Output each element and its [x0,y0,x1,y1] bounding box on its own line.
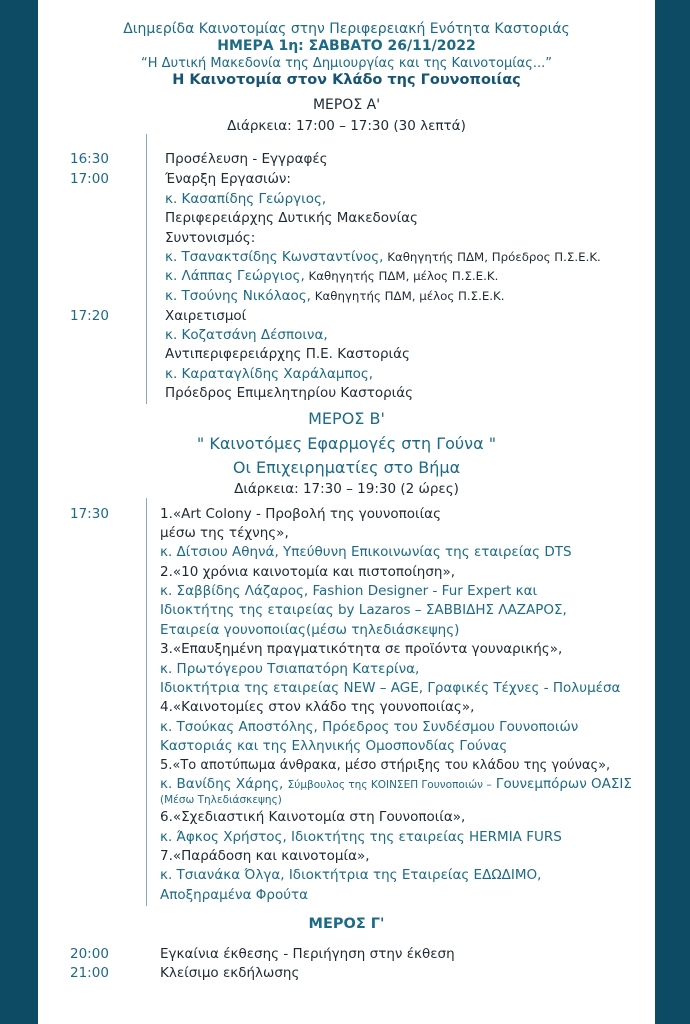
talk-title: 7.«Παράδοση και καινοτομία», [160,848,370,864]
speaker-name: κ. Καραταγλίδης Χαράλαμπος, [165,366,374,382]
talk-title: 6.«Σχεδιαστική Καινοτομία στη Γουνοποιία», [160,809,466,825]
event-theme: Η Καινοτομία στον Κλάδο της Γουνοποιίας [172,72,521,88]
speaker-role: Πρόεδρος Επιμελητηρίου Καστοριάς [165,385,414,401]
speaker-role: Καθηγητής ΠΔΜ, μέλος Π.Σ.Ε.Κ. [310,289,505,303]
time-label: 20:00 [70,946,109,962]
program-page [38,0,655,1024]
schedule-text: Κλείσιμο εκδήλωσης [160,965,300,981]
speaker-name: κ. Τσούνης Νικόλαος, [165,288,311,304]
speaker-role: Καστοριάς και της Ελληνικής Ομοσπονδίας Γούνας [160,738,508,754]
time-label: 17:30 [70,506,109,522]
speaker-role: Αντιπεριφερειάρχης Π.Ε. Καστοριάς [165,346,410,362]
schedule-text: Εγκαίνια έκθεσης - Περιήγηση στην έκθεση [160,946,455,962]
part-c-title: ΜΕΡΟΣ Γ' [308,916,385,932]
schedule-text: Συντονισμός: [165,230,256,246]
part-b-subtitle-2: Οι Επιχειρηματίες στο Βήμα [232,458,461,477]
speaker-role: Ιδιοκτήτης της εταιρείας by Lazaros – ΣΑΒΒΙΔΗΣ ΛΑΖΑΡΟΣ, [160,602,567,618]
speaker-name: κ. Βανίδης Χάρης, [160,776,284,792]
speaker-name: κ. Δίτσιου Αθηνά, Υπεύθυνη Επικοινωνίας της εταιρείας DTS [160,544,572,560]
part-b-title: ΜΕΡΟΣ Β' [308,409,385,428]
speaker-role: Εταιρεία γουνοποιίας(μέσω τηλεδιάσκεψης) [160,622,460,638]
speaker-role: Ιδιοκτήτρια της εταιρείας NEW – AGE, Γραφικές Τέχνες - Πολυμέσα [160,680,621,696]
day-title: ΗΜΕΡΑ 1η: ΣΑΒΒΑΤΟ 26/11/2022 [217,38,476,54]
talk-title: 1.«Art Colony - Προβολή της γουνοποιίας [160,506,442,522]
speaker-name: κ. Λάππας Γεώργιος, [165,268,305,284]
time-label: 16:30 [70,151,109,167]
time-label: 21:00 [70,965,109,981]
part-a-title: ΜΕΡΟΣ Α' [312,97,381,113]
part-b-divider [146,498,147,906]
time-label: 17:00 [70,171,109,187]
speaker-role: Καθηγητής ΠΔΜ, μέλος Π.Σ.Ε.Κ. [304,269,499,283]
speaker-role: Καθηγητής ΠΔΜ, Πρόεδρος Π.Σ.Ε.Κ. [383,250,601,264]
event-motto: “Η Δυτική Μακεδονία της Δημιουργίας και της Καινοτομίας...” [141,56,552,71]
talk-title: 5.«Το αποτύπωμα άνθρακα, μέσο στήριξης του κλάδου της γούνας», [160,758,611,773]
program-header [38,21,655,89]
speaker-name: κ. Κασαπίδης Γεώργιος, [165,191,327,207]
talk-title: μέσω της τέχνης», [160,525,289,541]
speaker-name: κ. Σαββίδης Λάζαρος, Fashion Designer - Fur Expert και [160,583,538,599]
speaker-name: κ. Άφκος Χρήστος, Ιδιοκτήτης της εταιρείας HERMIA FURS [160,829,562,845]
speaker-name: κ. Τσιανάκα Όλγα, Ιδιοκτήτρια της Εταιρείας ΕΔΩΔΙΜΟ, [160,867,542,883]
schedule-text: Προσέλευση - Εγγραφές [165,151,328,167]
part-a-divider [146,134,147,404]
talk-title: 4.«Καινοτομίες στον κλάδο της γουνοποιίας», [160,699,475,715]
part-b-subtitle: " Καινοτόμες Εφαρμογές στη Γούνα " [196,434,497,453]
event-title: Διημερίδα Καινοτομίας στην Περιφερειακή Ενότητα Καστοριάς [123,21,570,37]
speaker-role: Γουνεμπόρων ΟΑΣΙΣ [495,776,632,792]
time-label: 17:20 [70,308,109,324]
speaker-name: κ. Κοζατσάνη Δέσποινα, [165,327,328,343]
right-border-band [655,0,690,1024]
talk-title: 2.«10 χρόνια καινοτομία και πιστοποίηση», [160,564,456,580]
part-a-duration: Διάρκεια: 17:00 – 17:30 (30 λεπτά) [227,118,466,134]
speaker-role: Περιφερειάρχης Δυτικής Μακεδονίας [165,210,418,226]
speaker-role: Αποξηραμένα Φρούτα [160,887,309,903]
schedule-text: Έναρξη Εργασιών: [165,171,291,187]
speaker-role: Σύμβουλος της ΚΟΙΝΣΕΠ Γουνοποιών – [287,779,492,791]
speaker-name: κ. Τσούκας Αποστόλης, Πρόεδρος του Συνδέσμου Γουνοποιών [160,719,579,735]
part-b-duration: Διάρκεια: 17:30 – 19:30 (2 ώρες) [234,481,459,497]
talk-title: 3.«Επαυξημένη πραγματικότητα σε προϊόντα γουναρικής», [160,641,563,657]
schedule-text: Χαιρετισμοί [165,308,247,324]
left-border-band [0,0,38,1024]
speaker-name: κ. Τσανακτσίδης Κωνσταντίνος, [165,249,384,265]
remote-note: (Μέσω Τηλεδιάσκεψης) [160,794,282,806]
speaker-name: κ. Πρωτόγερου Τσιαπατόρη Κατερίνα, [160,661,420,677]
